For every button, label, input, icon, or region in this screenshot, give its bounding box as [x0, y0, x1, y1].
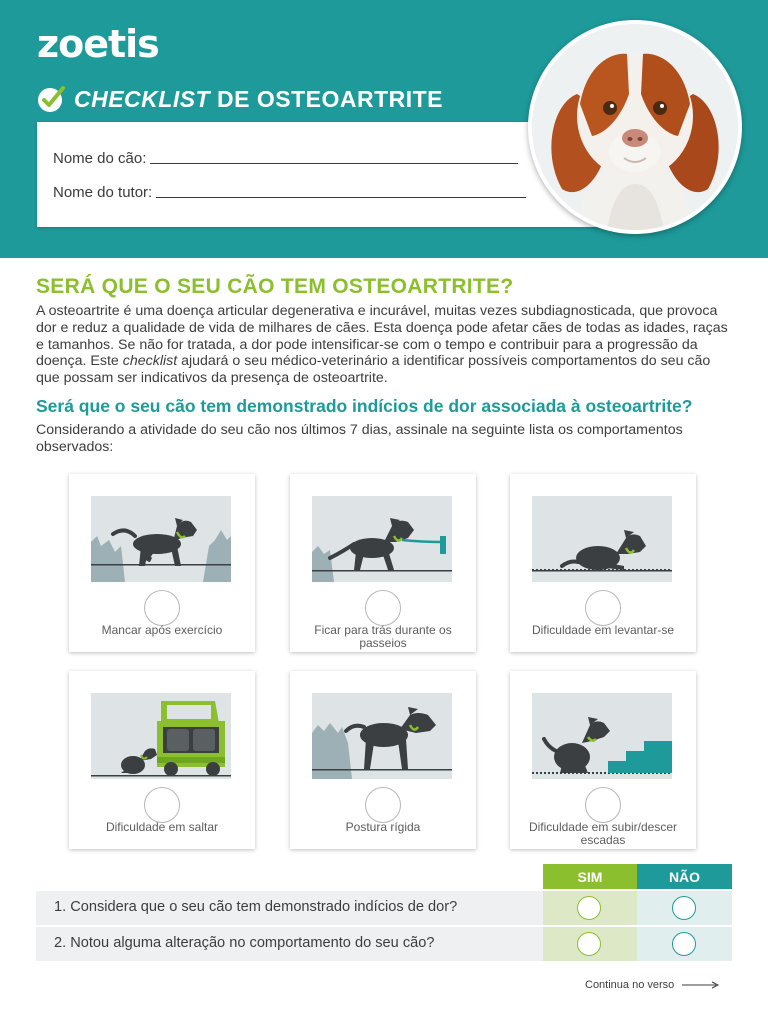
- question-text-2: 2. Notou alguma alteração no comportamento do seu cão?: [54, 935, 435, 951]
- behaviour-card-getting-up: [510, 474, 696, 652]
- title-italic: CHECKLIST: [74, 85, 211, 112]
- behaviour-checkbox-5[interactable]: [365, 787, 401, 823]
- owner-name-label: Nome do tutor:: [53, 184, 153, 201]
- question-text-1: 1. Considera que o seu cão tem demonstrado indícios de dor?: [54, 899, 458, 915]
- behaviour-card-stairs: [510, 671, 696, 849]
- question-row-2: [36, 927, 732, 961]
- continue-note: [585, 979, 720, 991]
- intro-paragraph: [36, 303, 736, 387]
- behaviour-label-5: Postura rígida: [345, 820, 421, 834]
- dog-car-icon: [91, 693, 231, 779]
- lying-dog-icon: [532, 496, 672, 582]
- lagging-dog-icon: [312, 496, 452, 582]
- sub-heading: Será que o seu cão tem demonstrado indícios de dor associada à osteoartrite?: [36, 396, 693, 416]
- behaviour-label-6: Dificuldade em subir/descer escadas: [528, 820, 678, 847]
- header-band: [0, 0, 768, 258]
- behaviour-label-3: Dificuldade em levantar-se: [531, 623, 675, 637]
- question-2-yes-radio[interactable]: [577, 932, 601, 956]
- question-1-yes-radio[interactable]: [577, 896, 601, 920]
- question-2-no-radio[interactable]: [672, 932, 696, 956]
- yes-column-header: SIM: [543, 864, 637, 889]
- question-1-no-radio[interactable]: [672, 896, 696, 920]
- continue-text: Continua no verso: [585, 979, 675, 991]
- arrow-right-icon: [682, 981, 720, 989]
- behaviour-card-stiff: [290, 671, 476, 849]
- title-rest: DE OSTEOARTRITE: [210, 85, 444, 112]
- stiff-dog-icon: [312, 693, 452, 779]
- behaviour-card-lagging: [290, 474, 476, 652]
- behaviour-checkbox-4[interactable]: [144, 787, 180, 823]
- dog-portrait-image: [528, 20, 742, 234]
- dog-name-field[interactable]: [53, 150, 518, 167]
- no-column-header: NÃO: [637, 864, 732, 889]
- behaviour-checkbox-1[interactable]: [144, 590, 180, 626]
- instructions-text: Considerando a atividade do seu cão nos últimos 7 dias, assinale na seguinte lista os comportamentos observados:: [36, 422, 683, 455]
- behaviour-card-limping: [69, 474, 255, 652]
- behaviour-checkbox-6[interactable]: [585, 787, 621, 823]
- owner-name-line[interactable]: [156, 197, 526, 198]
- owner-form: [37, 122, 597, 227]
- intro-text-italic: checklist: [122, 353, 178, 370]
- main-heading: SERÁ QUE O SEU CÃO TEM OSTEOARTRITE?: [36, 275, 514, 298]
- question-row-1: [36, 891, 732, 925]
- intro-text-start: A osteoartrite é uma doença articular degenerativa e incurável, muitas vezes subdiagnosticada, que provoca dor e reduz a qualidade de vida de milhares de cães. Esta doença pode afetar cães de todas as idades, raças e tamanhos. Se não for tratada, a dor pode intensificar-se com o tempo e contribuir para a progressão da doença. Este: [36, 303, 728, 370]
- dog-name-label: Nome do cão:: [53, 150, 147, 167]
- limping-dog-icon: [91, 496, 231, 582]
- zoetis-logo: zoetis: [37, 22, 159, 66]
- behaviour-label-4: Dificuldade em saltar: [105, 820, 219, 834]
- checkmark-icon: [36, 84, 66, 114]
- intro-text-end: ajudará o seu médico-veterinário a identificar possíveis comportamentos do seu cão que possam ser indicativos da presença de osteoartrite.: [36, 353, 711, 387]
- behaviour-checkbox-2[interactable]: [365, 590, 401, 626]
- dog-stairs-icon: [532, 693, 672, 779]
- title-row: [36, 84, 443, 114]
- dog-name-line[interactable]: [150, 163, 518, 164]
- owner-name-field[interactable]: [53, 184, 526, 201]
- behaviour-label-1: Mancar após exercício: [101, 623, 223, 637]
- behaviour-card-jumping: [69, 671, 255, 849]
- page-title: [74, 86, 443, 113]
- behaviour-label-2: Ficar para trás durante os passeios: [314, 623, 452, 650]
- behaviour-checkbox-3[interactable]: [585, 590, 621, 626]
